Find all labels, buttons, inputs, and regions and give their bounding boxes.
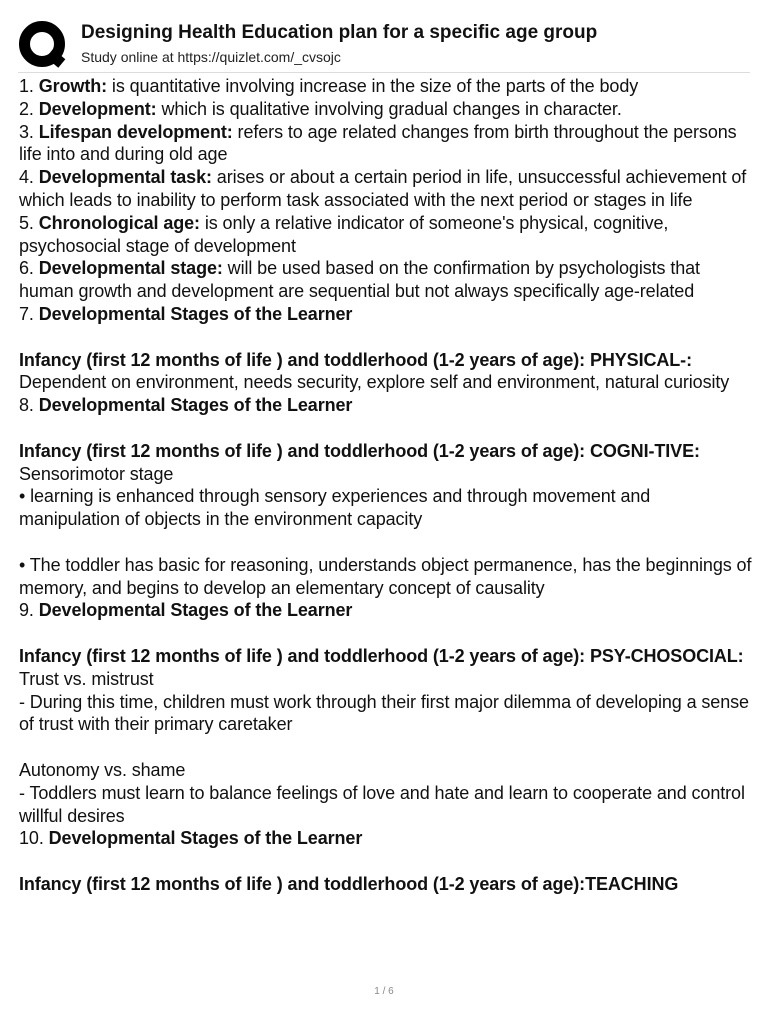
list-item: 6. Developmental stage: will be used based on the confirmation by psychologists that human growth and development are sequential but not always specifically age-related xyxy=(19,258,700,302)
definition-line: • learning is enhanced through sensory experiences and through movement and manipulation of objects in the environment capacity xyxy=(19,486,651,530)
list-item: 3. Lifespan development: refers to age related changes from birth throughout the persons life into and during old age xyxy=(19,121,737,165)
definition: Trust vs. mistrust xyxy=(19,668,154,689)
definition-line: • The toddler has basic for reasoning, understands object permanence, has the beginnings of memory, and begins to develop an elementary concept of causality xyxy=(19,554,752,598)
term: Developmental Stages of the Learner xyxy=(38,395,353,416)
definition-block xyxy=(19,349,754,395)
term: Chronological age: xyxy=(38,212,200,233)
term: Developmental Stages of the Learner xyxy=(48,828,363,849)
term: Developmental task: xyxy=(38,167,212,188)
list-item: 8. Developmental Stages of the Learner xyxy=(19,395,353,416)
definition-heading: Infancy (first 12 months of life ) and toddlerhood (1-2 years of age): COGNI-TIVE: xyxy=(19,440,700,461)
term: Growth: xyxy=(38,76,108,96)
quizlet-logo-icon xyxy=(18,20,68,70)
definition-heading: Infancy (first 12 months of life ) and toddlerhood (1-2 years of age): PHYSICAL-: xyxy=(19,349,692,370)
flashcard-content xyxy=(19,75,754,896)
document-title: Designing Health Education plan for a specific age group xyxy=(81,22,598,43)
document-subtitle: Study online at https://quizlet.com/_cvsojc xyxy=(81,49,341,65)
definition: will be used based on the confirmation by psychologists that human growth and development are sequential but not always specifically age-related xyxy=(19,258,700,302)
list-item: 2. Development: which is qualitative involving gradual changes in character. xyxy=(19,98,622,119)
list-item: 4. Developmental task: arises or about a certain period in life, unsuccessful achievement of which leads to inability to perform task associated with the next period or stages in life xyxy=(19,167,747,210)
definition: which is qualitative involving gradual changes in character. xyxy=(156,98,622,119)
definition-heading: Infancy (first 12 months of life ) and toddlerhood (1-2 years of age): PSY-CHOSOCIAL: xyxy=(19,645,744,666)
definition-heading: Infancy (first 12 months of life ) and toddlerhood (1-2 years of age):TEACHING xyxy=(19,873,679,894)
definition-block xyxy=(19,645,754,691)
page-number: 1 / 6 xyxy=(374,986,394,997)
definition-block xyxy=(19,873,754,896)
definition: is only a relative indicator of someone's physical, cognitive, psychosocial stage of development xyxy=(19,212,669,256)
term: Development: xyxy=(38,98,157,119)
list-item: 7. Developmental Stages of the Learner xyxy=(19,303,353,324)
definition: Sensorimotor stage xyxy=(19,463,174,484)
definition: Dependent on environment, needs security, explore self and environment, natural curiosity xyxy=(19,372,730,393)
definition-line: - Toddlers must learn to balance feelings of love and hate and learn to cooperate and control willful desires xyxy=(19,782,745,826)
term: Developmental stage: xyxy=(38,258,223,279)
term: Lifespan development: xyxy=(38,121,233,142)
definition: arises or about a certain period in life, unsuccessful achievement of which leads to inability to perform task associated with the next period or stages in life xyxy=(19,167,747,210)
definition-line: - During this time, children must work through their first major dilemma of developing a sense of trust with their primary caretaker xyxy=(19,691,749,735)
term: Developmental Stages of the Learner xyxy=(38,303,353,324)
list-item: 5. Chronological age: is only a relative indicator of someone's physical, cognitive, psychosocial stage of development xyxy=(19,212,669,256)
list-item: 9. Developmental Stages of the Learner xyxy=(19,600,353,621)
definition: refers to age related changes from birth throughout the persons life into and during old age xyxy=(19,121,737,165)
definition-line: Autonomy vs. shame xyxy=(19,759,186,780)
document-header xyxy=(18,18,750,73)
definition-block xyxy=(19,440,754,486)
definition: is quantitative involving increase in the size of the parts of the body xyxy=(107,76,639,96)
list-item: 10. Developmental Stages of the Learner xyxy=(19,828,363,849)
term: Developmental Stages of the Learner xyxy=(38,600,353,621)
list-item: 1. Growth: is quantitative involving increase in the size of the parts of the body xyxy=(19,76,639,96)
